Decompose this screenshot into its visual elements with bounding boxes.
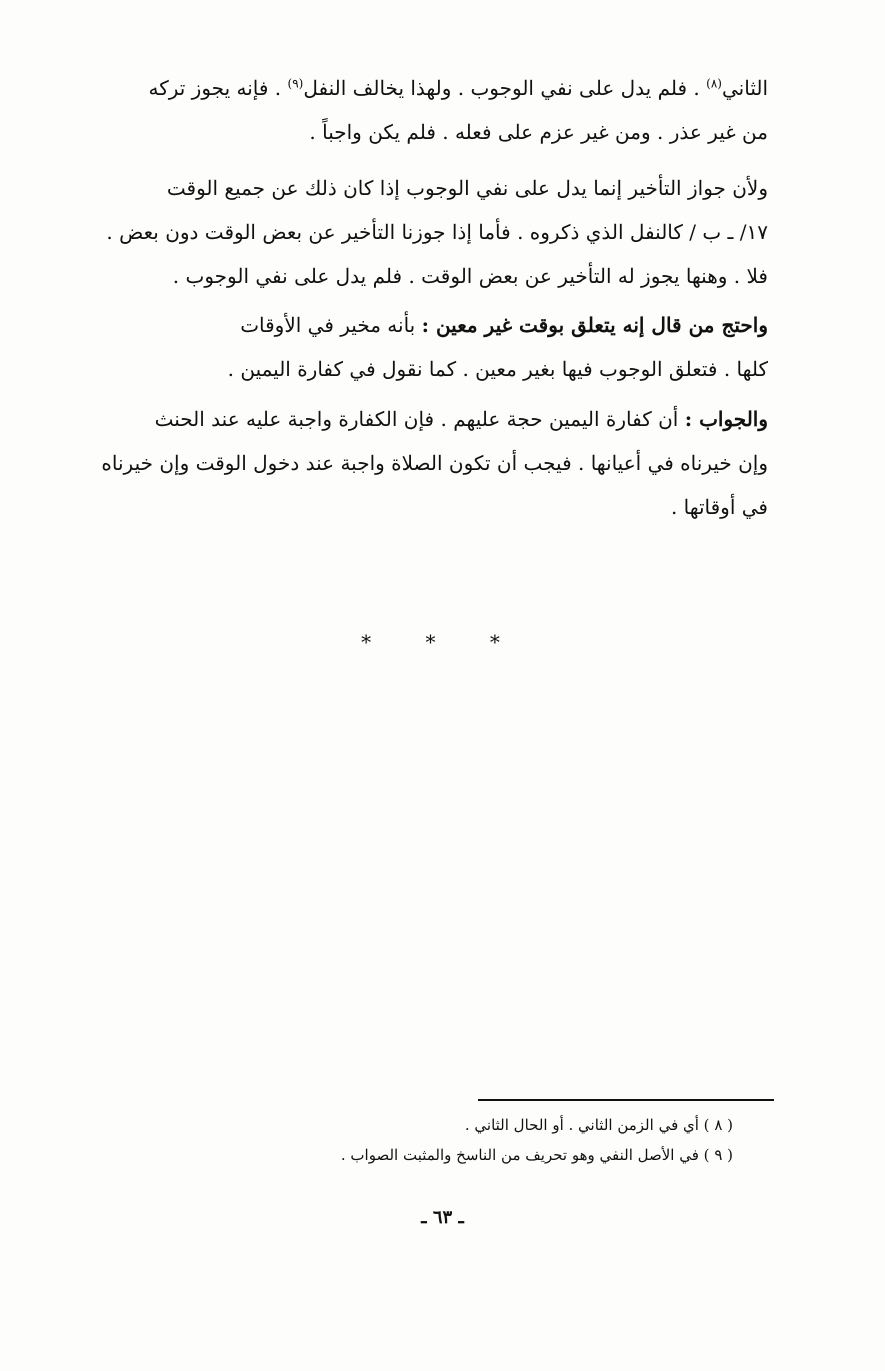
body-text: كلها . فتعلق الوجوب فيها بغير معين . كما نقول في كفارة اليمين . — [227, 357, 768, 381]
body-text: في أوقاتها . — [670, 495, 768, 519]
paragraph-2-line-1 — [78, 166, 768, 210]
body-text: من غير عذر . ومن غير عزم على فعله . فلم يكن واجباً . — [309, 120, 768, 144]
footnote-9: ( ٩ ) في الأصل النفي وهو تحريف من الناسخ والمثبت الصواب . — [340, 1146, 733, 1164]
body-text: أن كفارة اليمين حجة عليهم . فإن الكفارة واجبة عليه عند الحنث — [154, 407, 685, 431]
paragraph-3-line-1 — [78, 303, 768, 347]
section-separator: * * * — [361, 630, 524, 654]
body-text: . فإنه يجوز تركه — [148, 76, 288, 100]
body-text: ولأن جواز التأخير إنما يدل على نفي الوجوب إذا كان ذلك عن جميع الوقت — [166, 176, 768, 200]
paragraph-3 — [78, 303, 768, 391]
footnote-rule — [478, 1099, 774, 1101]
bold-text: واحتج من قال إنه يتعلق بوقت غير معين : — [421, 313, 768, 337]
body-text: بأنه مخير في الأوقات — [240, 313, 422, 337]
paragraph-1-line-1 — [78, 66, 768, 110]
body-text: ١٧/ ـ ب / كالنفل الذي ذكروه . فأما إذا جوزنا التأخير عن بعض الوقت دون بعض . — [106, 220, 768, 244]
paragraph-4-line-1 — [78, 397, 768, 441]
paragraph-2 — [78, 166, 768, 298]
paragraph-3-line-2 — [78, 347, 768, 391]
paragraph-4-line-2 — [78, 441, 768, 485]
bold-text: والجواب : — [684, 407, 768, 431]
body-text: الثاني — [721, 76, 768, 100]
body-text: . فلم يدل على نفي الوجوب . ولهذا يخالف النفل — [303, 76, 707, 100]
footnote-ref: (٨) — [706, 76, 722, 91]
paragraph-1-line-2 — [78, 110, 768, 154]
paragraph-2-line-3 — [78, 254, 768, 298]
paragraph-1 — [78, 66, 768, 154]
footnotes — [78, 1110, 733, 1170]
paragraph-4-line-3 — [78, 485, 768, 529]
body-text: وإن خيرناه في أعيانها . فيجب أن تكون الصلاة واجبة عند دخول الوقت وإن خيرناه — [101, 451, 768, 475]
footnote-ref: (٩) — [287, 76, 304, 91]
paragraph-4 — [78, 397, 768, 529]
footnote-8: ( ٨ ) أي في الزمن الثاني . أو الحال الثاني . — [464, 1116, 733, 1134]
paragraph-2-line-2 — [78, 210, 768, 254]
page-number: ـ ٦٣ ـ — [421, 1207, 464, 1228]
body-text: فلا . وهنها يجوز له التأخير عن بعض الوقت . فلم يدل على نفي الوجوب . — [172, 264, 768, 288]
